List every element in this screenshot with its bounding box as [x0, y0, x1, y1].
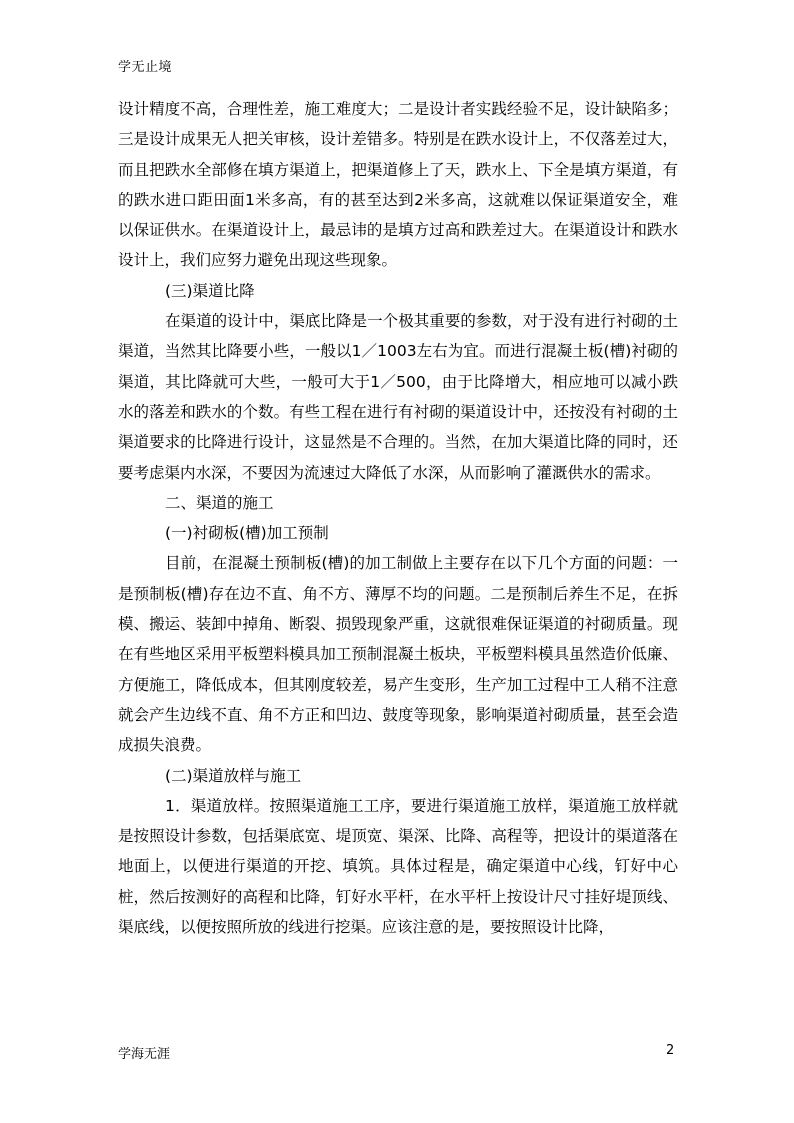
paragraph-layout-construction: 1．渠道放样。按照渠道施工工序，要进行渠道施工放样，渠道施工放样就是按照设计参数，包括渠底宽、堤顶宽、渠深、比降、高程等，把设计的渠道落在地面上，以便进行渠道的开挖、填筑。具体过程是，确定渠道中心线，钉好中心桩，然后按测好的高程和比降，钉好水平杆，在水平杆上按设计尺寸挂好堤顶线、渠底线，以便按照所放的线进行挖渠。应该注意的是，要按照设计比降， [118, 796, 678, 937]
heading-layout-construction: (二)渠道放样与施工 [165, 766, 302, 785]
page-number: 2 [666, 1043, 675, 1058]
page-footer-text: 学海无涯 [118, 1047, 171, 1062]
heading-channel-gradient: (三)渠道比降 [165, 281, 255, 300]
heading-lining-prefab: (一)衬砌板(槽)加工预制 [165, 524, 329, 543]
heading-channel-construction: 二、渠道的施工 [165, 493, 274, 512]
paragraph-channel-gradient: 在渠道的设计中，渠底比降是一个极其重要的参数，对于没有进行衬砌的土渠道，当然其比降要小些，一般以1／1003左右为宜。而进行混凝土板(槽)衬砌的渠道，其比降就可大些，一般可大于1／500，由于比降增大，相应地可以减小跌水的落差和跌水的个数。有些工程在进行有衬砌的渠道设计中，还按没有衬砌的土渠道要求的比降进行设计，这显然是不合理的。当然，在加大渠道比降的同时，还要考虑渠内水深，不要因为流速过大降低了水深，从而影响了灌溉供水的需求。 [118, 312, 678, 482]
page-header: 学无止境 [118, 60, 173, 75]
paragraph-design-issues: 设计精度不高，合理性差，施工难度大；二是设计者实践经验不足，设计缺陷多；三是设计成果无人把关审核，设计差错多。特别是在跌水设计上，不仅落差过大，而且把跌水全部修在填方渠道上，把渠道修上了天，跌水上、下全是填方渠道，有的跌水进口距田面1米多高，有的甚至达到2米多高，这就难以保证渠道安全，难以保证供水。在渠道设计上，最忌讳的是填方过高和跌差过大。在渠道设计和跌水设计上，我们应努力避免出现这些现象。 [118, 100, 678, 270]
paragraph-lining-prefab: 目前，在混凝土预制板(槽)的加工制做上主要存在以下几个方面的问题：一是预制板(槽)存在边不直、角不方、薄厚不均的问题。二是预制后养生不足，在拆模、搬运、装卸中掉角、断裂、损毁现象严重，这就很难保证渠道的衬砌质量。现在有些地区采用平板塑料模具加工预制混凝土板块，平板塑料模具虽然造价低廉、方便施工，降低成本，但其刚度较差，易产生变形，生产加工过程中工人稍不注意就会产生边线不直、角不方正和凹边、鼓度等现象，影响渠道衬砌质量，甚至会造成损失浪费。 [118, 554, 678, 755]
document-body [118, 94, 678, 942]
